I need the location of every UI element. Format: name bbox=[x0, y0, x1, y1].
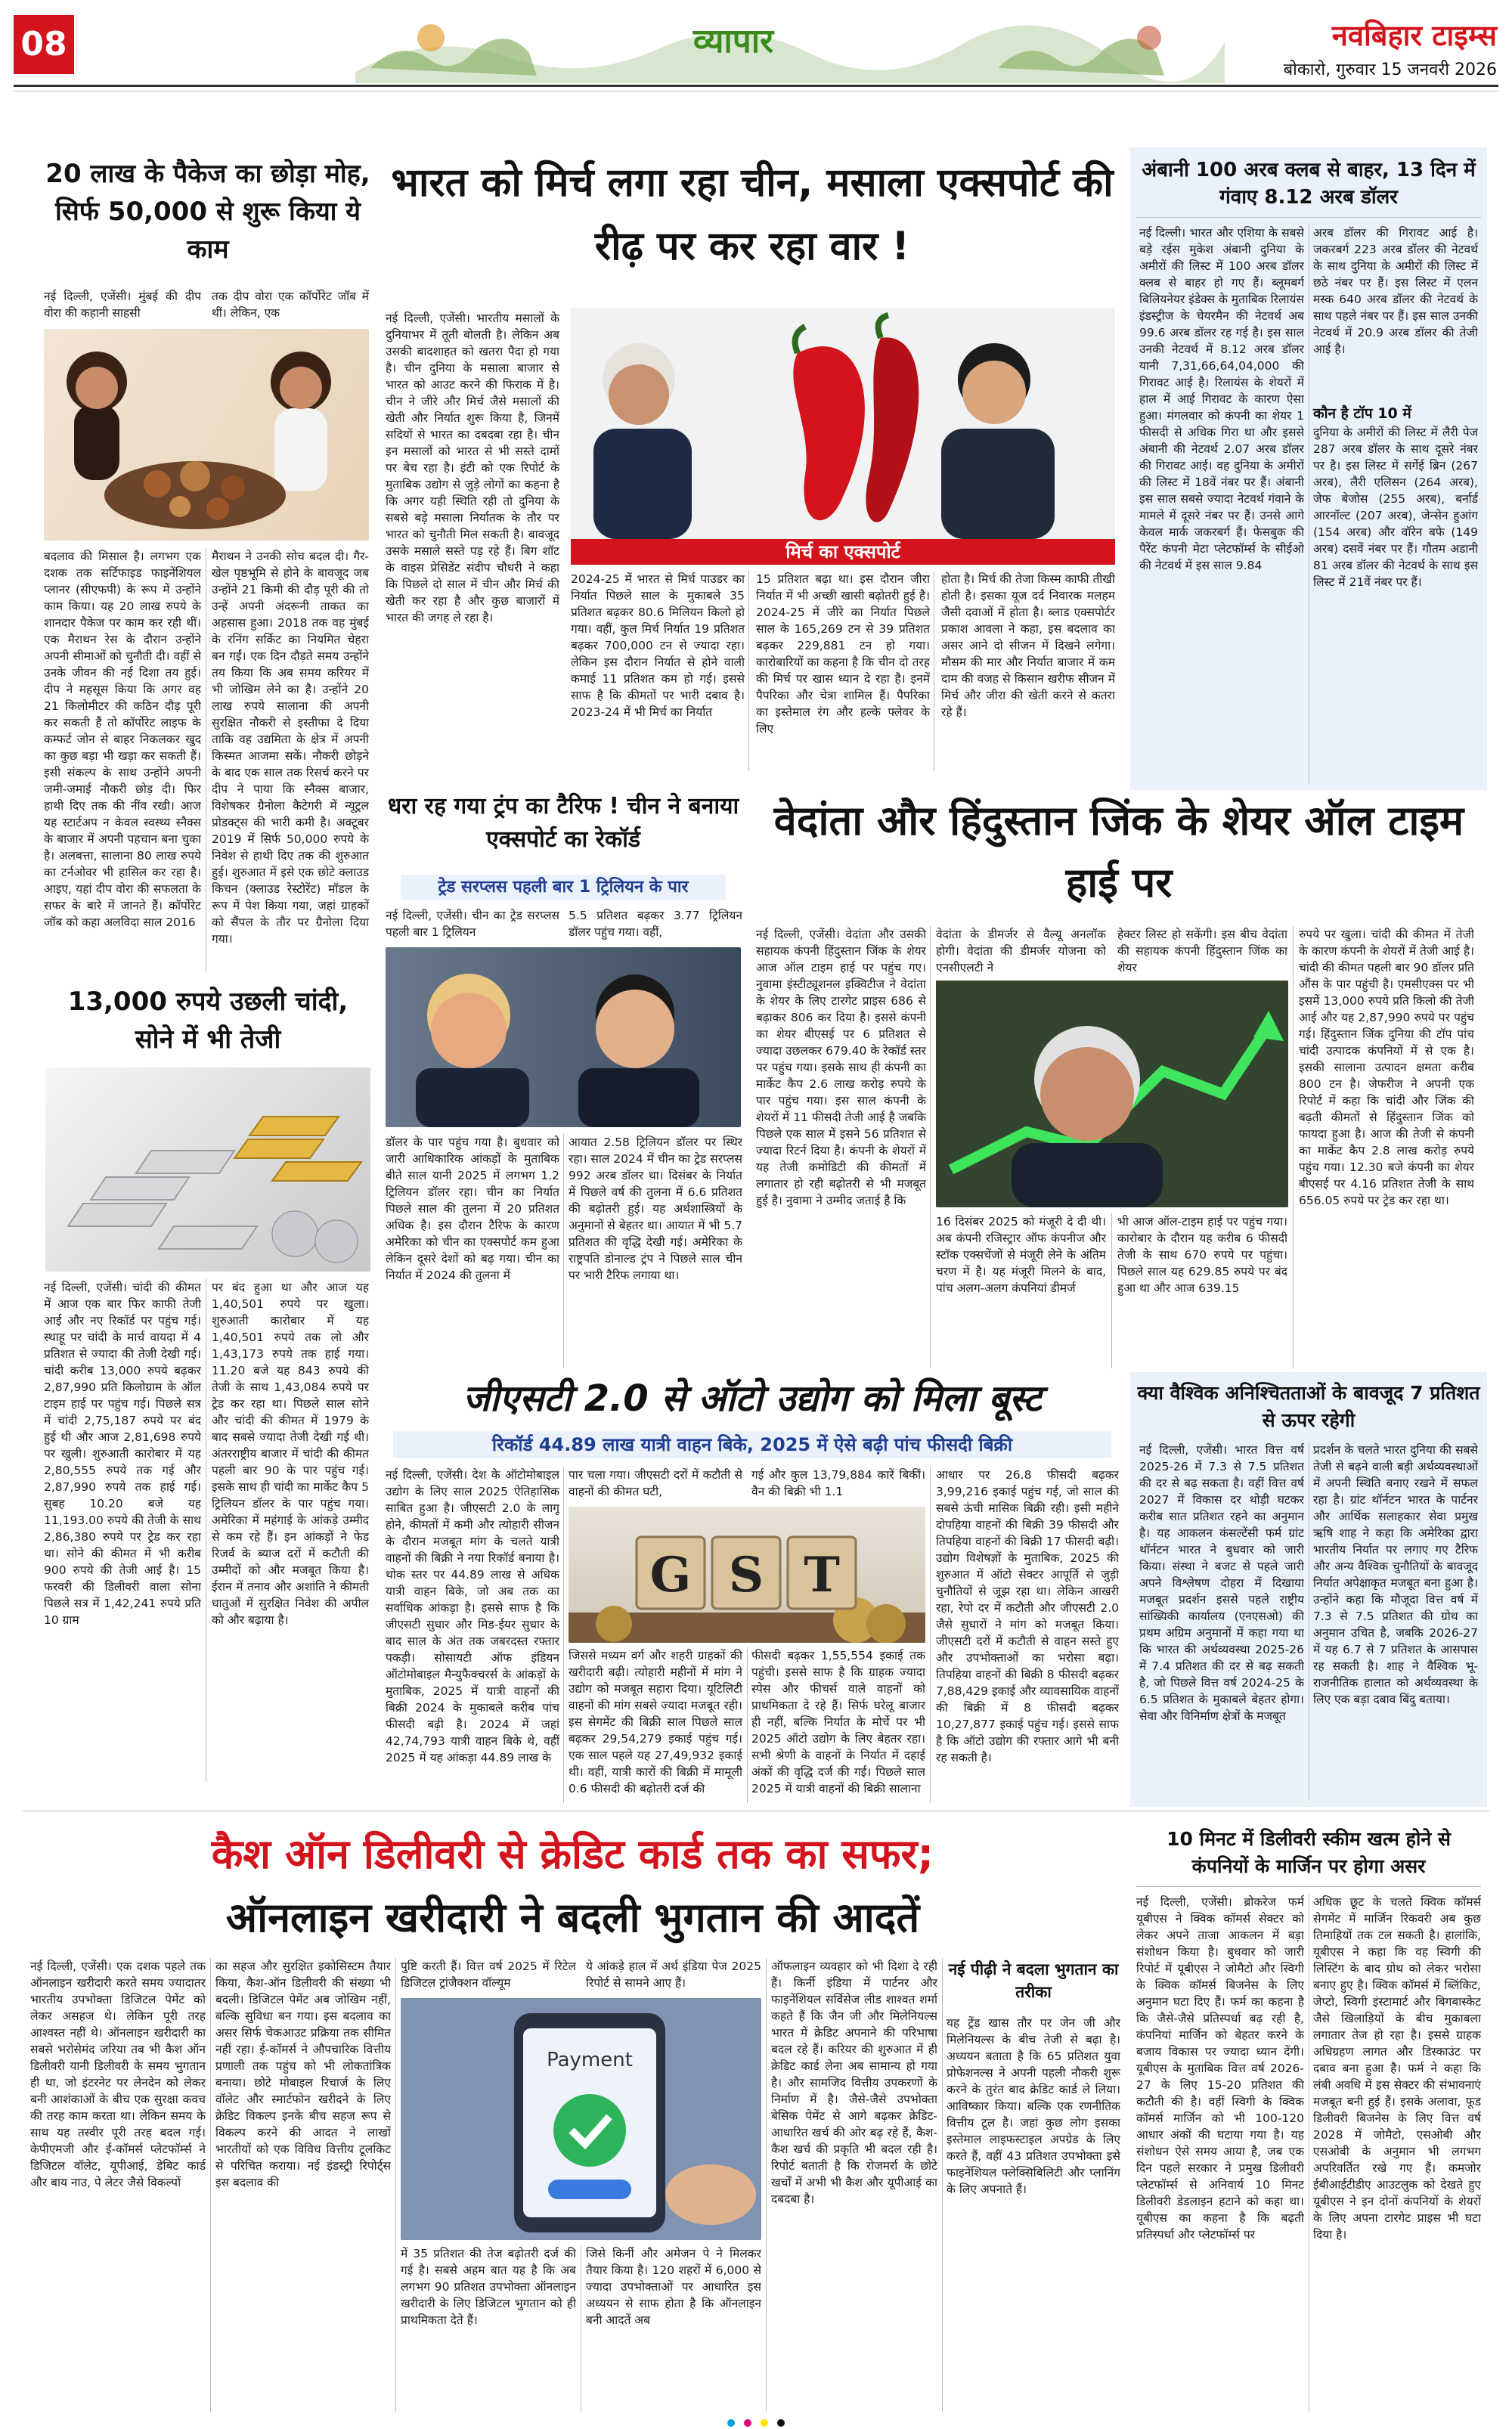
story-gst-subhead: रिकॉर्ड 44.89 लाख यात्री वाहन बिके, 2025 में ऐसे बढ़ी पांच फीसदी बिक्री bbox=[393, 1431, 1111, 1458]
svg-text:T: T bbox=[804, 1547, 840, 1603]
story-vedanta bbox=[748, 790, 1489, 1372]
story-global-col2: प्रदर्शन के चलते भारत दुनिया की सबसे तेजी से बढ़ने वाली बड़ी अर्थव्यवस्थाओं में अपनी स्थिति बनाए रखने में सफल रहा है। ग्रांट थॉर्नटन भारत के पार्टनर और आर्थिक सलाहकार सेवा प्रमुख ऋषि शाह ने कहा कि अमेरिका द्वारा भारतीय निर्यात पर लगाए गए टैरिफ और अन्य वैश्विक चुनौतियों के बावजूद निर्यात अपेक्षाकृत मजबूत बना हुआ है। उन्होंने कहा कि मौजूदा वित्त वर्ष में 7.3 से 7.5 प्रतिशत की ग्रोथ का अनुमान उचित है, जबकि 2026-27 में यह 6.7 से 7 प्रतिशत के आसपास रह सकती है। शाह ने वैश्विक भू-राजनीतिक हालात को अर्थव्यवस्था के लिए एक बड़ा दबाव बिंदु बताया। bbox=[1313, 1443, 1478, 1706]
story-package-headline: 20 लाख के पैकेज का छोड़ा मोह, सिर्फ 50,000 से शुरू किया ये काम bbox=[45, 159, 370, 265]
payment-text: Payment bbox=[547, 2049, 633, 2071]
story-gst-col2: जिससे मध्यम वर्ग और शहरी ग्राहकों की खरीदारी बढ़ी। त्योहारी महीनों में मांग ने उद्योग को मजबूत सहारा दिया। यूटिलिटी वाहनों की मांग सबसे ज्यादा मजबूत रही। इस सेगमेंट की बिक्री साल पिछले साल बढ़कर 29,54,279 इकाई पहुंच गई। एक साल पहले यह 27,49,932 इकाई थी। वहीं, यात्री कारों की बिक्री में मामूली 0.6 फीसदी की बढ़ोतरी दर्ज की bbox=[569, 1649, 742, 1795]
story-silver-col1: नई दिल्ली, एजेंसी। चांदी की कीमत में आज एक बार फिर काफी तेजी आई और नए रिकॉर्ड पर पहुंच गई। स्थाहू पर चांदी के मार्च वायदा में 4 प्रतिशत से ज्यादा की तेजी देखी गई। चांदी करीब 13,000 रुपये बढ़कर 2,87,990 प्रति किलोग्राम के ऑल टाइम हाई पर पहुंच गई। पिछले सत्र में चांदी 2,75,187 रुपये पर बंद हुई थी और आज 2,81,698 रुपये पर खुली। शुरुआती कारोबार में यह 2,80,555 रुपये तक गई और 2,87,990 रुपये तक हाई गई। सुबह 10.20 बजे यह 11,193.00 रुपये की तेजी के साथ 2,86,380 रुपये पर ट्रेड कर रहा था। सोने की कीमत में भी करीब 900 रुपये की तेजी आई है। 15 फरवरी की डिलीवरी वाला सोना पिछले सत्र में 1,42,241 रुपये प्रति 10 ग्राम bbox=[44, 1281, 201, 1627]
story-silver-col2: पर बंद हुआ था और आज यह 1,40,501 रुपये पर खुला। शुरुआती कारोबार में यह 1,40,501 रुपये तक लो और 1,43,173 रुपये तक हाई गया। 11.20 बजे यह 843 रुपये की तेजी के साथ 1,43,084 रुपये पर ट्रेड कर रहा था। पिछले साल सोने और चांदी की कीमत में 1979 के बाद सबसे ज्यादा तेजी देखी गई थी। अंतरराष्ट्रीय बाजार में चांदी की कीमत पहली बार 90 के पार पहुंच गई। इसके साथ ही चांदी का मार्केट कैप 5 ट्रिलियन डॉलर के पार पहुंच गया। अमेरिका में महंगाई के आंकड़े उम्मीद से कम रहे हैं। इन आंकड़ों ने फेड रिजर्व के ब्याज दरों में कटौती की उम्मीदों को और मजबूत किया है। ईरान में तनाव और अशांति ने कीमती धातुओं में सुरक्षित निवेश की अपील को और बढ़ाया है। bbox=[212, 1281, 369, 1627]
payment-photo bbox=[401, 1998, 761, 2240]
reg-magenta bbox=[744, 2419, 751, 2427]
deep-vora-photo bbox=[44, 329, 369, 541]
story-cod-col1: नई दिल्ली, एजेंसी। एक दशक पहले तक ऑनलाइन खरीदारी करते समय ज्यादातर भारतीय उपभोक्ता डिजिटल पेमेंट को लेकर असहज थे। लेकिन पूरी तरह आश्वस्त नहीं थे। ऑनलाइन खरीदारी का सबसे भरोसेमंद जरिया तब भी कैश ऑन डिलीवरी यानी डिलीवरी के समय भुगतान ही था, जो इंटरनेट पर लेनदेन को लेकर बनी आशंकाओं के बीच एक सुरक्षा कवच की तरह काम करता था। लेकिन समय के साथ यह तस्वीर पूरी तरह बदल गई। केपीएमजी और ई-कॉमर्स प्लेटफॉर्म्स ने डिजिटल वॉलेट, यूपीआई, डेबिट कार्ड और बाय नाउ, पे लेटर जैसे विकल्पों bbox=[30, 1960, 206, 2189]
story-delivery bbox=[1130, 1818, 1487, 2415]
story-silver-headline: 13,000 रुपये उछली चांदी, सोने में भी तेजी bbox=[67, 987, 349, 1055]
paper-name: नवबिहार टाइम्स bbox=[1331, 19, 1497, 52]
story-gst-col3-top: गई और कुल 13,79,884 कारें बिकीं। वैन की बिक्री भी 1.1 bbox=[751, 1468, 925, 1498]
story-ambani-headline: अंबानी 100 अरब क्लब से बाहर, 13 दिन में गंवाए 8.12 अरब डॉलर bbox=[1142, 159, 1476, 209]
story-cod-col4-top: ये आंकड़े हाल में अर्थ इंडिया पेज 2025 रिपोर्ट से सामने आए हैं। bbox=[586, 1960, 761, 1990]
story-cod-col5: ऑफलाइन व्यवहार को भी दिशा दे रही हैं। किर्नी इंडिया में पार्टनर और फाइनेंशियल सर्विसेज लीड शाश्वत शर्मा कहते हैं कि जैन जी और मिलेनियल्स भारत में क्रेडिट अपनाने की परिभाषा बदल रहे हैं। करियर की शुरुआत में ही क्रेडिट कार्ड लेना अब सामान्य हो गया है। और सामजिद वित्तीय उपकरणों के निर्माण में है। जैसे-जैसे उपभोक्ता बेसिक पेमेंट से आगे बढ़कर क्रेडिट-आधारित खर्च की ओर बढ़ रहे हैं, कैश-कैश खर्च की प्रकृति भी बदल रही है। रिपोर्ट बताती है कि रोजमर्रा के छोटे खर्चों में अभी भी कैश और यूपीआई का दबदबा है। bbox=[771, 1960, 937, 2206]
story-gst-col3: फीसदी बढ़कर 1,55,554 इकाई तक पहुंची। इससे साफ है कि ग्राहक ज्यादा स्पेस और फीचर्स वाले वाहनों को प्राथमिकता दे रहे हैं। सिर्फ घरेलू बाजार ही नहीं, बल्कि निर्यात के मोर्चे पर भी 2025 ऑटो उद्योग के लिए बेहतर रहा। सभी श्रेणी के वाहनों के निर्यात में दहाई अंकों की वृद्धि दर्ज की गई। पिछले साल 2025 में यात्री वाहनों की बिक्री सालाना bbox=[751, 1649, 925, 1795]
story-cod-col4: जिसे किर्नी और अमेजन पे ने मिलकर तैयार किया है। 120 शहरों में 6,000 से ज्यादा उपभोक्ताओं पर आधारित इस अध्ययन से साफ होता है कि ऑनलाइन बनी आदतें अब bbox=[586, 2247, 761, 2327]
story-cod-col6: यह ट्रेंड खास तौर पर जेन जी और मिलेनियल्स के बीच तेजी से बढ़ा है। अध्ययन बताता है कि 65 प्रतिशत युवा प्रोफेशनल्स ने अपनी पहली नौकरी शुरू करने के तुरंत बाद क्रेडिट कार्ड ले लिया। आविष्कार किया। बल्कि एक रणनीतिक वित्तीय टूल है। जहां कुछ लोग इसका इस्तेमाल लाइफस्टाइल अपग्रेड के लिए करते हैं, वहीं 43 प्रतिशत उपभोक्ता इसे फाइनेंशियल फ्लेक्सिबिलिटी और प्लानिंग के लिए अपनाते हैं। bbox=[947, 2016, 1120, 2196]
story-cod bbox=[23, 1818, 1123, 2415]
story-chilli-col4: होता है। मिर्च की तेजा किस्म काफी तीखी होती है। इसका यूज दर्द निवारक मलहम जैसी दवाओं में होता है। ब्लाड एक्सपोर्टर प्रकाश आवला ने कहा, इस बदलाव का असर आने दो सीजन में दिखने लगेगा। मौसम की मार और निर्यात बाजार में कम दाम की वजह से किसान खरीफ सीजन में मिर्च और जीरा की खेती करने से कतरा रहे हैं। bbox=[941, 572, 1115, 719]
story-vedanta-col2: 16 दिसंबर 2025 को मंजूरी दे दी थी। अब कंपनी रजिस्ट्रार ऑफ कंपनीज और स्टॉक एक्सचेंजों से मंजूरी लेने के अंतिम चरण में है। यह मंजूरी मिलने के बाद, पांच अलग-अलग कंपनियां डीमर्ज bbox=[936, 1215, 1106, 1295]
svg-text:S: S bbox=[728, 1547, 764, 1603]
story-chilli-col2: 2024-25 में भारत से मिर्च पाउडर का निर्यात पिछले साल के मुकाबले 35 प्रतिशत बढ़कर 80.6 मिलियन किलो हो गया। वहीं, कुल मिर्च निर्यात 19 प्रतिशत बढ़कर 700,000 टन से ज्यादा रहा। लेकिन इस दौरान निर्यात से होने वाली कमाई 11 प्रतिशत कम हो गई। इससे साफ है कि कीमतों पर भारी दबाव है। 2023-24 में भी मिर्च का निर्यात bbox=[571, 572, 745, 719]
story-cod-col2: का सहज और सुरक्षित इकोसिस्टम तैयार किया, कैश-ऑन डिलीवरी की संख्या भी बदली। डिजिटल पेमेंट अब जोखिम नहीं, बल्कि सुविधा बन गया। इस बदलाव का असर सिर्फ चेकआउट प्रक्रिया तक सीमित नहीं रहा। ई-कॉमर्स ने औपचारिक वित्तीय प्रणाली तक पहुंच को भी लोकतांत्रिक बनाया। छोटे मोबाइल रिचार्ज के लिए वॉलेट और स्मार्टफोन खरीदने के लिए क्रेडिट विकल्प इनके बीच सहज रूप से विकल्प करने की आदत ने लाखों भारतीयों को एक विविध वित्तीय टूलकिट से परिचित कराया। नई इंडस्ट्री रिपोर्ट्स इस बदलाव की bbox=[215, 1960, 391, 2189]
svg-text:G: G bbox=[649, 1547, 692, 1603]
story-trump-headline: धरा रह गया ट्रंप का टैरिफ ! चीन ने बनाया एक्सपोर्ट का रेकॉर्ड bbox=[387, 793, 739, 853]
story-gst bbox=[378, 1372, 1126, 1807]
masthead-dateline: बोकारो, गुरुवार 15 जनवरी 2026 bbox=[1283, 60, 1497, 79]
story-global-col1: नई दिल्ली, एजेंसी। भारत वित्त वर्ष 2025-26 में 7.3 से 7.5 प्रतिशत की दर से बढ़ सकता है। वहीं वित्त वर्ष 2027 में विकास दर थोड़ी घटकर करीब सात प्रतिशत रहने का अनुमान है। यह आकलन कंसल्टेंसी फर्म ग्रांट थॉर्नटन भारत ने बुधवार को जारी किया। संस्था ने बजट से पहले जारी अपने विश्लेषण दोहरा में दिखाया मजबूत प्रदर्शन इससे पहले राष्ट्रीय सांख्यिकी कार्यालय (एनएसओ) की प्रथम अग्रिम अनुमानों में कहा गया था कि भारत की अर्थव्यवस्था 2025-26 में 7.4 प्रतिशत की दर से बढ़ सकती है, जो पिछले वित्त वर्ष 2024-25 के 6.5 प्रतिशत के मुकाबले बेहतर होगा। सेवा और विनिर्माण क्षेत्रों के मजबूत bbox=[1139, 1443, 1304, 1723]
story-chilli-headline: भारत को मिर्च लगा रहा चीन, मसाला एक्सपोर्ट की रीढ़ पर कर रहा वार ! bbox=[391, 160, 1114, 269]
story-global bbox=[1130, 1372, 1487, 1807]
story-trump-col2-top: 5.5 प्रतिशत बढ़कर 3.77 ट्रिलियन डॉलर पहुंच गया। वहीं, bbox=[569, 909, 742, 939]
vedanta-chairman-photo bbox=[936, 981, 1288, 1207]
registration-marks bbox=[0, 2416, 1512, 2429]
story-cod-headline-1: कैश ऑन डिलीवरी से क्रेडिट कार्ड तक का सफर; bbox=[211, 1830, 934, 1878]
silver-gold-photo bbox=[45, 1067, 370, 1272]
story-vedanta-headline: वेदांता और हिंदुस्तान जिंक के शेयर ऑल टाइम हाई पर bbox=[773, 797, 1464, 906]
story-delivery-col2: अधिक छूट के चलते क्विक कॉमर्स सेगमेंट में मार्जिन रिकवरी अब कुछ तिमाहियों तक टल सकती है। हालांकि, यूबीएस ने कहा कि वह स्विगी की लिस्टिंग के बाद ग्रोथ को लेकर भरोसा बनाए हुए है। क्विक कॉमर्स में ब्लिंकिट, जेप्टो, स्विगी इंस्टामार्ट और बिगबास्केट जैसे खिलाड़ियों के बीच मुकाबला लगातार तेज हो रहा है। इससे ग्राहक अधिग्रहण लागत और डिस्काउंट पर दबाव बना हुआ है। फर्म ने कहा कि लंबी अवधि में इस सेक्टर की संभावनाएं मजबूत बनी हुई हैं। इसके अलावा, फूड डिलीवरी बिजनेस के लिए वित्त वर्ष 2028 में जोमैटो, एसओबी और एसओबी के अनुमान भी लगभग अपरिवर्तित रखे गए हैं। कमजोर ईबीआईटीडीए आउटलुक को देखते हुए यूबीएस ने इन दोनों कंपनियों के शेयरों के लिए अपना टारगेट प्राइस भी घटा दिया है। bbox=[1313, 1895, 1481, 2242]
story-global-headline: क्या वैश्विक अनिश्चितताओं के बावजूद 7 प्रतिशत से ऊपर रहेगी bbox=[1137, 1382, 1480, 1431]
story-cod-headline-2: ऑनलाइन खरीदारी ने बदली भुगतान की आदतें bbox=[225, 1894, 920, 1941]
story-vedanta-col4: रुपये पर खुला। चांदी की कीमत में तेजी के कारण कंपनी के शेयरों में तेजी आई है। चांदी की कीमत पहली बार 90 डॉलर प्रति औंस के पार पहुंची है। एमसीएक्स पर भी इसमें 13,000 रुपये प्रति किलो की तेजी आई और यह 2,87,990 रुपये पर पहुंच गई। हिंदुस्तान जिंक दुनिया की टॉप पांच चांदी उत्पादक कंपनियों में से एक है। इसकी सालाना उत्पादन क्षमता करीब 800 टन है। जेफरीज ने अपनी एक रिपोर्ट में कहा कि चांदी और जिंक की बढ़ती कीमतों से हिंदुस्तान जिंक को फायदा हुआ है। आज की तेजी से कंपनी का मार्केट कैप 2.8 लाख करोड़ रुपये पहुंच गया। 12.30 बजे कंपनी का शेयर बीएसई पर 4.16 प्रतिशत तेजी के साथ 656.05 रुपये पर ट्रेड कर रहा था। bbox=[1299, 928, 1474, 1207]
story-vedanta-col3: भी आज ऑल-टाइम हाई पर पहुंच गया। कारोबार के दौरान यह करीब 6 फीसदी तेजी के साथ 670 रुपये पर पहुंचा। पिछले साल यह 629.85 रुपये पर बंद हुआ था और आज 639.15 bbox=[1117, 1215, 1287, 1295]
section-title: व्यापार bbox=[692, 22, 774, 60]
story-package-col2-top: तक दीप वोरा एक कॉर्पोरेट जॉब में थीं। लेकिन, एक bbox=[212, 290, 369, 320]
story-package-col2: मैराथन ने उनकी सोच बदल दी। गैर-खेल पृष्ठभूमि से होने के बावजूद जब उन्होंने 21 किमी की दौड़ पूरी की तो उन्हें अपनी अंदरूनी ताकत का अहसास हुआ। 2018 तक वह मुंबई के रनिंग सर्किट का नियमित चेहरा बन गईं। एक दिन दौड़ते समय उन्होंने तय किया कि अब समय करियर में भी जोखिम लेने का है। उन्होंने 20 लाख रुपये सालाना की अपनी सुरक्षित नौकरी से इस्तीफा दे दिया ताकि वह उद्यमिता के क्षेत्र में अपनी किस्मत आजमा सकें। नौकरी छोड़ने के बाद एक साल तक रिसर्च करने पर दीप ने पाया कि स्नैक्स बाजार, विशेषकर ग्रैनोला कैटेगरी में न्यूट्रल प्रोडक्ट्स की भारी कमी है। अक्टूबर 2019 में सिर्फ 50,000 रुपये के निवेश से हाथी दिए तक की शुरुआत हुई। शुरुआत में इसे एक छोटे क्लाउड किचन (क्लाउड रेस्टोरेंट) मॉडल के रूप में पेश किया गया, जहां ग्राहकों को सैंपल के तौर पर ग्रैनोला दिया गया। bbox=[212, 550, 369, 946]
story-vedanta-col1: नई दिल्ली, एजेंसी। वेदांता और उसकी सहायक कंपनी हिंदुस्तान जिंक के शेयर आज ऑल टाइम हाई पर पहुंच गए। नुवामा इंस्टीट्यूशनल इक्विटीज ने वेदांता के शेयर के लिए टारगेट प्राइस 686 से बढ़ाकर 806 कर दिया है। इससे कंपनी का शेयर बीएसई पर 6 प्रतिशत से ज्यादा उछलकर 679.40 के रेकॉर्ड स्तर पर पहुंच गया। इसके साथ ही कंपनी का मार्केट कैप 2.6 लाख करोड़ रुपये के पार पहुंच गया। इस साल कंपनी के शेयरों में 11 फीसदी तेजी आई है जबकि पिछले एक साल में इसने 56 प्रतिशत से ज्यादा रिटर्न दिया है। कंपनी के शेयरों में यह तेजी कमोडिटी की कीमतों में लगातार हो रही बढ़ोतरी से भी मजबूत हुई है। नुवामा ने उम्मीद जताई है कि bbox=[756, 928, 926, 1207]
story-trump-subhead: ट्रेड सरप्लस पहली बार 1 ट्रिलियन के पार bbox=[401, 875, 726, 900]
story-silver bbox=[30, 983, 378, 1784]
story-delivery-headline: 10 मिनट में डिलीवरी स्कीम खत्म होने से कंपनियों के मार्जिन पर होगा असर bbox=[1167, 1828, 1451, 1877]
story-cod-col3: में 35 प्रतिशत की तेज बढ़ोतरी दर्ज की गई है। सबसे अहम बात यह है कि अब लगभग 90 प्रतिशत उपभोक्ता ऑनलाइन खरीदारी के लिए डिजिटल भुगतान को ही प्राथमिकता देते हैं। bbox=[401, 2247, 576, 2327]
story-gst-col4: आधार पर 26.8 फीसदी बढ़कर 3,99,216 इकाई पहुंच गई, जो साल की सबसे ऊंची मासिक बिक्री रही। इसी महीने दोपहिया वाहनों की बिक्री 39 फीसदी और तिपहिया वाहनों की बिक्री 17 फीसदी बढ़ी। उद्योग विशेषज्ञों के मुताबिक, 2025 की शुरुआत में ऑटो सेक्टर आपूर्ति से जुड़ी चुनौतियों से जूझ रहा था। लेकिन आखरी रहा, रेपो दर में कटौती और जीएसटी 2.0 जैसे सुधारों ने मांग को मजबूत किया। जीएसटी दरों में कटौती से वाहन सस्ते हुए और उपभोक्ताओं का भरोसा बढ़ा। तिपहिया वाहनों की बिक्री 8 फीसदी बढ़कर 7,88,429 इकाई और व्यावसायिक वाहनों की बिक्री में 8 फीसदी बढ़कर 10,27,877 इकाई पहुंच गई। इससे साफ है कि ऑटो उद्योग की रफ्तार आगे भी बनी रह सकती है। bbox=[936, 1468, 1119, 1764]
gst-blocks-photo bbox=[569, 1507, 925, 1643]
story-trump-col1: डॉलर के पार पहुंच गया है। बुधवार को जारी आधिकारिक आंकड़ों के मुताबिक बीते साल यानी 2025 में लगभग 1.2 ट्रिलियन डॉलर रहा। चीन का निर्यात पिछले साल की तुलना में 20 प्रतिशत अधिक है। इस दौरान टैरिफ के कारण अमेरिका को चीन का एक्सपोर्ट कम हुआ लेकिन दूसरे देशों को बढ़ गया। चीन का निर्यात में 2024 की तुलना में bbox=[386, 1135, 559, 1282]
story-gst-col1: नई दिल्ली, एजेंसी। देश के ऑटोमोबाइल उद्योग के लिए साल 2025 ऐतिहासिक साबित हुआ है। जीएसटी 2.0 के लागू होने, कीमतों में कमी और त्योहारी सीजन के दौरान मजबूत मांग के चलते यात्री वाहनों की बिक्री ने नया रिकॉर्ड बनाया है। थोक स्तर पर 44.89 लाख से अधिक यात्री वाहन बिके, जो अब तक का सर्वाधिक आंकड़ा है। इससे साफ है कि जीएसटी सुधार और मिड-ईयर सुधार के बाद साल के अंत तक जबरदस्त रफ्तार पकड़ी। सोसायटी ऑफ इंडियन ऑटोमोबाइल मैन्युफैक्चरर्स के आंकड़ों के मुताबिक, 2025 में यात्री वाहनों की बिक्री 2024 के मुकाबले करीब पांच फीसदी बढ़ी है। 2024 में जहां 42,74,793 यात्री वाहन बिके थे, वहीं 2025 में यह आंकड़ा 44.89 लाख के bbox=[386, 1468, 559, 1764]
story-ambani-col1: नई दिल्ली। भारत और एशिया के सबसे बड़े रईस मुकेश अंबानी दुनिया के अमीरों की लिस्ट में 100 अरब डॉलर क्लब से बाहर हो गए हैं। ब्लूमबर्ग बिलियनेयर इंडेक्स के मुताबिक रिलायंस इंडस्ट्रीज के चेयरमैन की नेटवर्थ अब 99.6 अरब डॉलर रह गई है। इस साल उनकी नेटवर्थ में 8.12 अरब डॉलर यानी 7,31,66,64,04,000 की गिरावट आई है। रिलायंस के शेयरों में हाल में आई गिरावट के कारण ऐसा हुआ। मंगलवार को कंपनी का शेयर 1 फीसदी से अधिक गिरा था और इससे अंबानी की नेटवर्थ 2.07 अरब डॉलर की गिरावट आई। वह दुनिया के अमीरों की लिस्ट में 18वें नंबर पर हैं। अंबानी इस साल सबसे ज्यादा नेटवर्थ गंवाने के मामले में दूसरे नंबर पर हैं। उनसे आगे केवल मार्क जकरबर्ग हैं। फेसबुक की पैरेंट कंपनी मेटा प्लेटफॉर्म्स के सीईओ की नेटवर्थ में इस साल 9.84 bbox=[1139, 226, 1304, 572]
story-cod-col3-top: पुष्टि करती हैं। वित्त वर्ष 2025 में रिटेल डिजिटल ट्रांजैक्शन वॉल्यूम bbox=[401, 1960, 576, 1990]
story-chilli-col1: नई दिल्ली, एजेंसी। भारतीय मसालों के दुनियाभर में तूती बोलती है। लेकिन अब उसकी बादशाहत को खतरा पैदा हो गया है। चीन दुनिया के मसाला बाजार से भारत को आउट करने की फिराक में है। चीन ने जीरे और मिर्च जैसे मसालों की खेती और निर्यात शुरू किया है, जिनमें सदियों से भारत का दबदबा रहा है। चीन इन मसालों को भारत से भी सस्ते दामों पर बेच रहा है। इंटी को एक रिपोर्ट के मुताबिक उद्योग से जुड़े लोगों का कहना है कि अगर यही स्थिति रही तो दुनिया के सबसे बड़े मसाला निर्यातक के तौर पर भारत को चुनौती मिल सकती है। बावजूद उसके मसाले सस्ते पड़ रहे हैं। बिग शॉट के वाइस प्रेसिडेंट संदीप चौधरी ने कहा कि पिछले दो साल में चीन और मिर्च की खेती कर रहा है और कुछ बाजारों में भारत की जगह ले रहा है। bbox=[386, 311, 559, 624]
story-ambani-col2b: दुनिया के अमीरों की लिस्ट में लैरी पेज 287 अरब डॉलर के साथ दूसरे नंबर पर है। इस लिस्ट में सर्गेई ब्रिन (267 अरब), लैरी एलिसन (264 अरब), जेफ बेजोस (255 अरब), बर्नार्ड आरनॉल्ट (207 अरब), जेन्सेन हुआंग (154 अरब) और वॉरेन बफे (149 अरब) दसवें नंबर पर हैं। गौतम अडानी 81 अरब डॉलर की नेटवर्थ के साथ इस लिस्ट में 21वें नंबर पर हैं। bbox=[1313, 426, 1478, 589]
story-trump-col1-top: नई दिल्ली, एजेंसी। चीन का ट्रेड सरप्लस पहली बार 1 ट्रिलियन bbox=[386, 909, 559, 939]
reg-black bbox=[777, 2419, 785, 2427]
story-package-col1-top: नई दिल्ली, एजेंसी। मुंबई की दीप वोरा की कहानी साहसी bbox=[44, 290, 201, 320]
story-package-col1: बदलाव की मिसाल है। लगभग एक दशक तक सर्टिफाइड फाइनेंशियल प्लानर (सीएफपी) के रूप में उन्होंने काम किया। यह 20 लाख रुपये के शानदार पैकेज पर काम कर रही थीं। एक मैराथन रेस के दौरान उन्होंने अपनी सीमाओं को चुनौती दी। वहीं से उनके जीवन की नई दिशा तय हुई। दीप ने महसूस किया कि अगर वह 21 किलोमीटर की कठिन दौड़ पूरी कर सकती हैं तो कॉर्पोरेट लाइफ के कम्फर्ट जोन से बाहर निकलकर खुद का कुछ बड़ा भी खड़ा कर सकती हैं। इसी संकल्प के साथ उन्होंने अपनी जमी-जमाई नौकरी छोड़ दी। फिर हाथी दिए तक की नींव रखी। आज यह स्टार्टअप न केवल स्वस्थ्य स्नैक्स के बाजार में अपनी पहचान बना चुका है। अलबत्ता, सालाना 80 लाख रुपये का टर्नओवर भी हासिल कर रहा है। आइए, यहां दीप वोरा की सफलता के सफर के बारे में जानते हैं। कॉर्पोरेट जॉब को कहा अलविदा साल 2016 bbox=[44, 550, 201, 929]
reg-yellow bbox=[761, 2419, 768, 2427]
story-chilli-col3: 15 प्रतिशत बढ़ा था। इस दौरान जीरा निर्यात में भी अच्छी खासी बढ़ोतरी हुई है। 2024-25 में जीरे का निर्यात पिछले साल के 165,269 टन से 39 प्रतिशत बढ़कर 229,881 टन हो गया। कारोबारियों का कहना है कि चीन दो तरह की मिर्च पर खास ध्यान दे रहा है। इनमें पैपरिका और चेत्रा शामिल हैं। पैपरिका का इस्तेमाल रंग और हल्के फ्लेवर के लिए bbox=[756, 572, 930, 736]
story-vedanta-col2-top: वेदांता के डीमर्जर से वैल्यू अनलॉक होगी। वेदांता की डीमर्जर योजना को एनसीएलटी ने bbox=[936, 928, 1106, 974]
story-ambani-subhead: कौन है टॉप 10 में bbox=[1313, 405, 1411, 422]
story-gst-headline: जीएसटी 2.0 से ऑटो उद्योग को मिला बूस्ट bbox=[463, 1377, 1042, 1420]
modi-xi-photo bbox=[571, 308, 1115, 539]
chilli-caption: मिर्च का एक्सपोर्ट bbox=[571, 539, 1115, 565]
story-package bbox=[30, 140, 378, 979]
masthead-rule bbox=[14, 85, 1498, 87]
story-trump-col2: आयात 2.58 ट्रिलियन डॉलर पर स्थिर रहा। साल 2024 में चीन का ट्रेड सरप्लस 992 अरब डॉलर था। दिसंबर के निर्यात में पिछले वर्ष की तुलना में 6.6 प्रतिशत की बढ़ोतरी हुई। यह अर्थशास्त्रियों के अनुमानों से बेहतर था। आयात में भी 5.7 प्रतिशत की वृद्धि देखी गई। अमेरिका के राष्ट्रपति डोनाल्ड ट्रंप ने पिछले साल चीन पर भारी टैरिफ लगाया था। bbox=[569, 1135, 742, 1282]
page-number-badge: 08 bbox=[14, 15, 74, 74]
story-cod-subhead: नई पीढ़ी ने बदला भुगतान का तरीका bbox=[948, 1960, 1119, 2001]
story-ambani bbox=[1130, 147, 1487, 790]
story-ambani-col2: अरब डॉलर की गिरावट आई है। जकरबर्ग 223 अरब डॉलर की नेटवर्थ के साथ दुनिया के अमीरों की लिस्ट में छठे नंबर पर हैं। इस लिस्ट में एलन मस्क 640 अरब डॉलर की नेटवर्थ के साथ पहले नंबर पर हैं। इस साल उनकी नेटवर्थ में 20.9 अरब डॉलर की तेजी आई है। bbox=[1313, 226, 1478, 356]
story-chilli bbox=[378, 140, 1126, 790]
trump-xi-photo bbox=[386, 947, 741, 1127]
story-gst-col2-top: पार चला गया। जीएसटी दरों में कटौती से वाहनों की कीमत घटी, bbox=[569, 1468, 742, 1498]
story-trump bbox=[378, 790, 748, 1372]
reg-cyan bbox=[727, 2419, 735, 2427]
story-delivery-col1: नई दिल्ली, एजेंसी। ब्रोकरेज फर्म यूबीएस ने क्विक कॉमर्स सेक्टर को लेकर अपने ताजा आकलन में बड़ा संशोधन किया है। बुधवार को जारी रिपोर्ट में यूबीएस ने जोमैटो और स्विगी के क्विक कॉमर्स बिजनेस के लिए अनुमान घटा दिए हैं। फर्म का कहना है कि जैसे-जैसे प्रतिस्पर्धा बढ़ रही है, कंपनियां मार्जिन को बेहतर करने के बजाय विकास पर ज्यादा ध्यान देंगी। यूबीएस के मुताबिक वित्त वर्ष 2026-27 के लिए 15-20 प्रतिशत की कटौती की है। वहीं स्विगी के क्विक कॉमर्स मार्जिन को भी 100-120 आधार अंकों की घटाया गया है। यह संशोधन ऐसे समय आया है, जब एक दिन पहले सरकार ने प्रमुख डिलीवरी प्लेटफॉर्म्स से अनिवार्य 10 मिनट डिलीवरी डेडलाइन हटाने को कहा था। यूबीएस का कहना है कि बढ़ती प्रतिस्पर्धा और प्लेटफॉर्म्स पर bbox=[1136, 1895, 1304, 2242]
story-vedanta-col3-top: हेक्टर लिस्ट हो सकेंगी। इस बीच वेदांता की सहायक कंपनी हिंदुस्तान जिंक का शेयर bbox=[1117, 928, 1287, 974]
